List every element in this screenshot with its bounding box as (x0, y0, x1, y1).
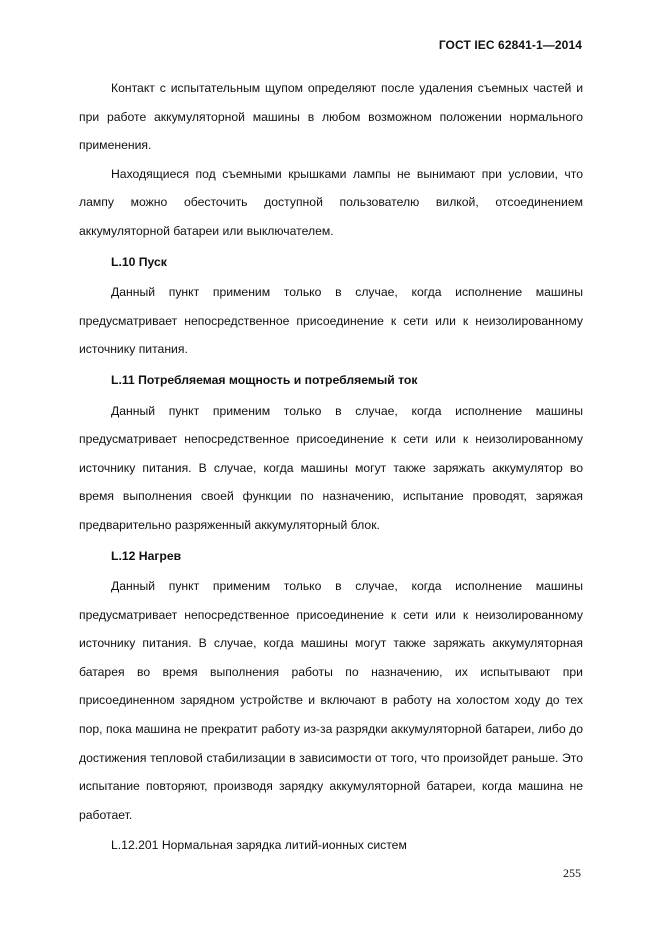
paragraph-contact-probe: Контакт с испытательным щупом определяют после удаления съемных частей и при работе аккумуляторной машины в любом возможном положении нормального применения. (79, 81, 583, 153)
section-heading-l11: L.11 Потребляемая мощность и потребляемый ток (111, 372, 418, 387)
page-number: 255 (563, 866, 581, 880)
section-heading-l12: L.12 Нагрев (111, 548, 182, 563)
standard-code-header: ГОСТ IEC 62841-1—2014 (438, 38, 582, 52)
subsection-heading-l12-201: L.12.201 Нормальная зарядка литий-ионных систем (111, 838, 407, 853)
paragraph-l12: Данный пункт применим только в случае, когда исполнение машины предусматривает непосредственное присоединение к сети или к неизолированному источнику питания. В случае, когда машины могут также заряжать аккумуляторная батарея во время выполнения работы по назначению, их испытывают при присоединенном зарядном устройстве и включают в работу на холостом ходу до тех пор, пока машина не прекратит работу из-за разрядки аккумуляторной батареи, либо до достижения тепловой стабилизации в зависимости от того, что произойдет раньше. Это испытание повторяют, производя зарядку аккумуляторной батареи, когда машина не работает. (79, 579, 583, 822)
paragraph-lamps: Находящиеся под съемными крышками лампы не вынимают при условии, что лампу можно обесточить доступной пользователю вилкой, отсоединением аккумуляторной батареи или выключателем. (79, 166, 583, 238)
paragraph-l10: Данный пункт применим только в случае, когда исполнение машины предусматривает непосредственное присоединение к сети или к неизолированному источнику питания. (79, 285, 583, 357)
section-heading-l10: L.10 Пуск (111, 254, 167, 269)
document-body (79, 74, 583, 860)
paragraph-l11: Данный пункт применим только в случае, когда исполнение машины предусматривает непосредственное присоединение к сети или к неизолированному источнику питания. В случае, когда машины могут также заряжать аккумулятор во время выполнения своей функции по назначению, испытание проводят, заряжая предварительно разряженный аккумуляторный блок. (79, 403, 583, 532)
